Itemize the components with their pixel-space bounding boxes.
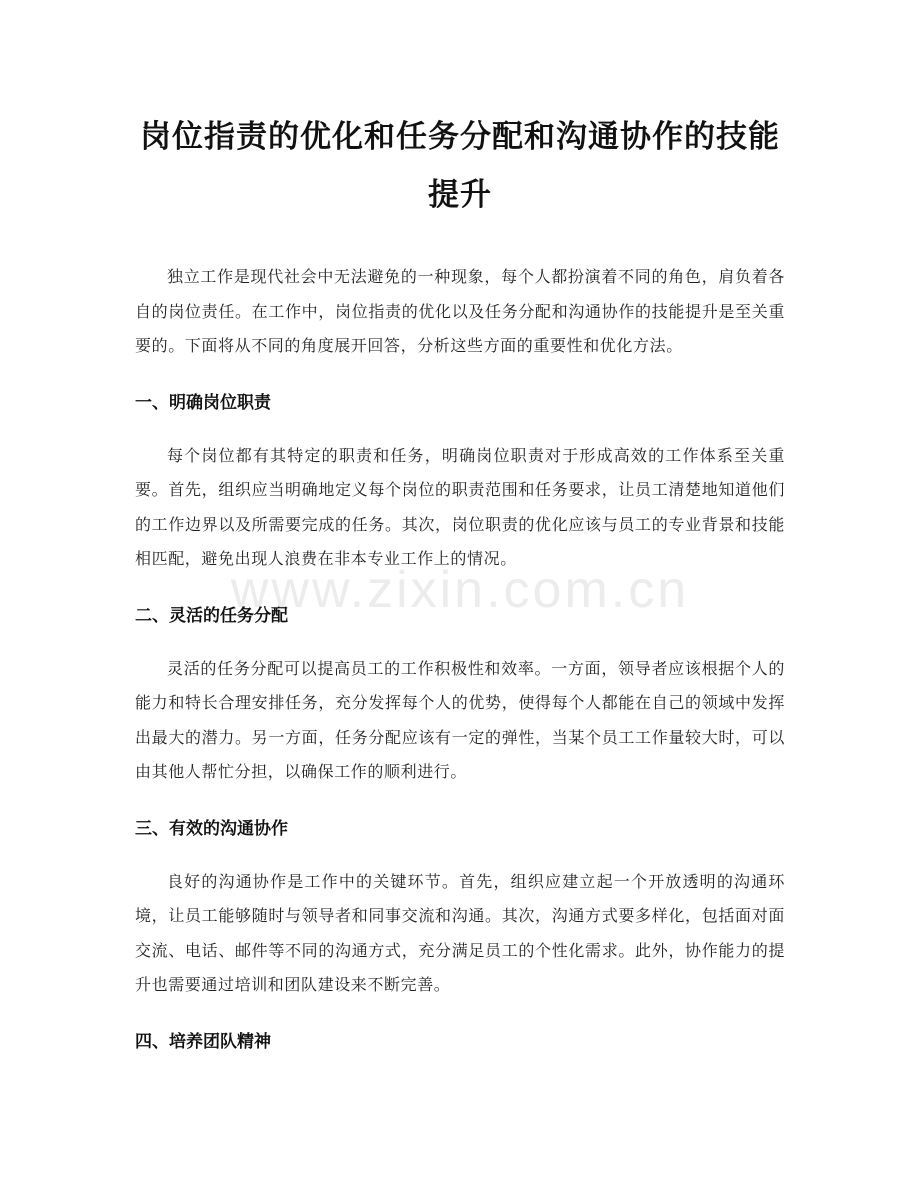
section-heading-3: 三、有效的沟通协作	[135, 818, 288, 839]
section-body-3: 良好的沟通协作是工作中的关键环节。首先，组织应建立起一个开放透明的沟通环境，让员工能够随时与领导者和同事交流和沟通。其次，沟通方式要多样化，包括面对面交流、电话、邮件等不同的沟通方式，充分满足员工的个性化需求。此外，协作能力的提升也需要通过培训和团队建设来不断完善。	[135, 871, 785, 994]
document-title: 岗位指责的优化和任务分配和沟通协作的技能提升	[140, 119, 780, 213]
section-body-2: 灵活的任务分配可以提高员工的工作积极性和效率。一方面，领导者应该根据个人的能力和特长合理安排任务，充分发挥每个人的优势，使得每个人都能在自己的领域中发挥出最大的潜力。另一方面，任务分配应该有一定的弹性，当某个员工工作量较大时，可以由其他人帮忙分担，以确保工作的顺利进行。	[135, 658, 785, 781]
section-body-1: 每个岗位都有其特定的职责和任务，明确岗位职责对于形成高效的工作体系至关重要。首先，组织应当明确地定义每个岗位的职责范围和任务要求，让员工清楚地知道他们的工作边界以及所需要完成的任务。其次，岗位职责的优化应该与员工的专业背景和技能相匹配，避免出现人浪费在非本专业工作上的情况。	[135, 445, 785, 568]
section-heading-2: 二、灵活的任务分配	[135, 605, 288, 626]
section-heading-1: 一、明确岗位职责	[135, 392, 271, 413]
section-heading-4: 四、培养团队精神	[135, 1031, 271, 1052]
watermark: www.zixin.com.cn	[230, 561, 690, 619]
intro-paragraph: 独立工作是现代社会中无法避免的一种现象，每个人都扮演着不同的角色，肩负着各自的岗位责任。在工作中，岗位指责的优化以及任务分配和沟通协作的技能提升是至关重要的。下面将从不同的角度展开回答，分析这些方面的重要性和优化方法。	[135, 267, 785, 355]
